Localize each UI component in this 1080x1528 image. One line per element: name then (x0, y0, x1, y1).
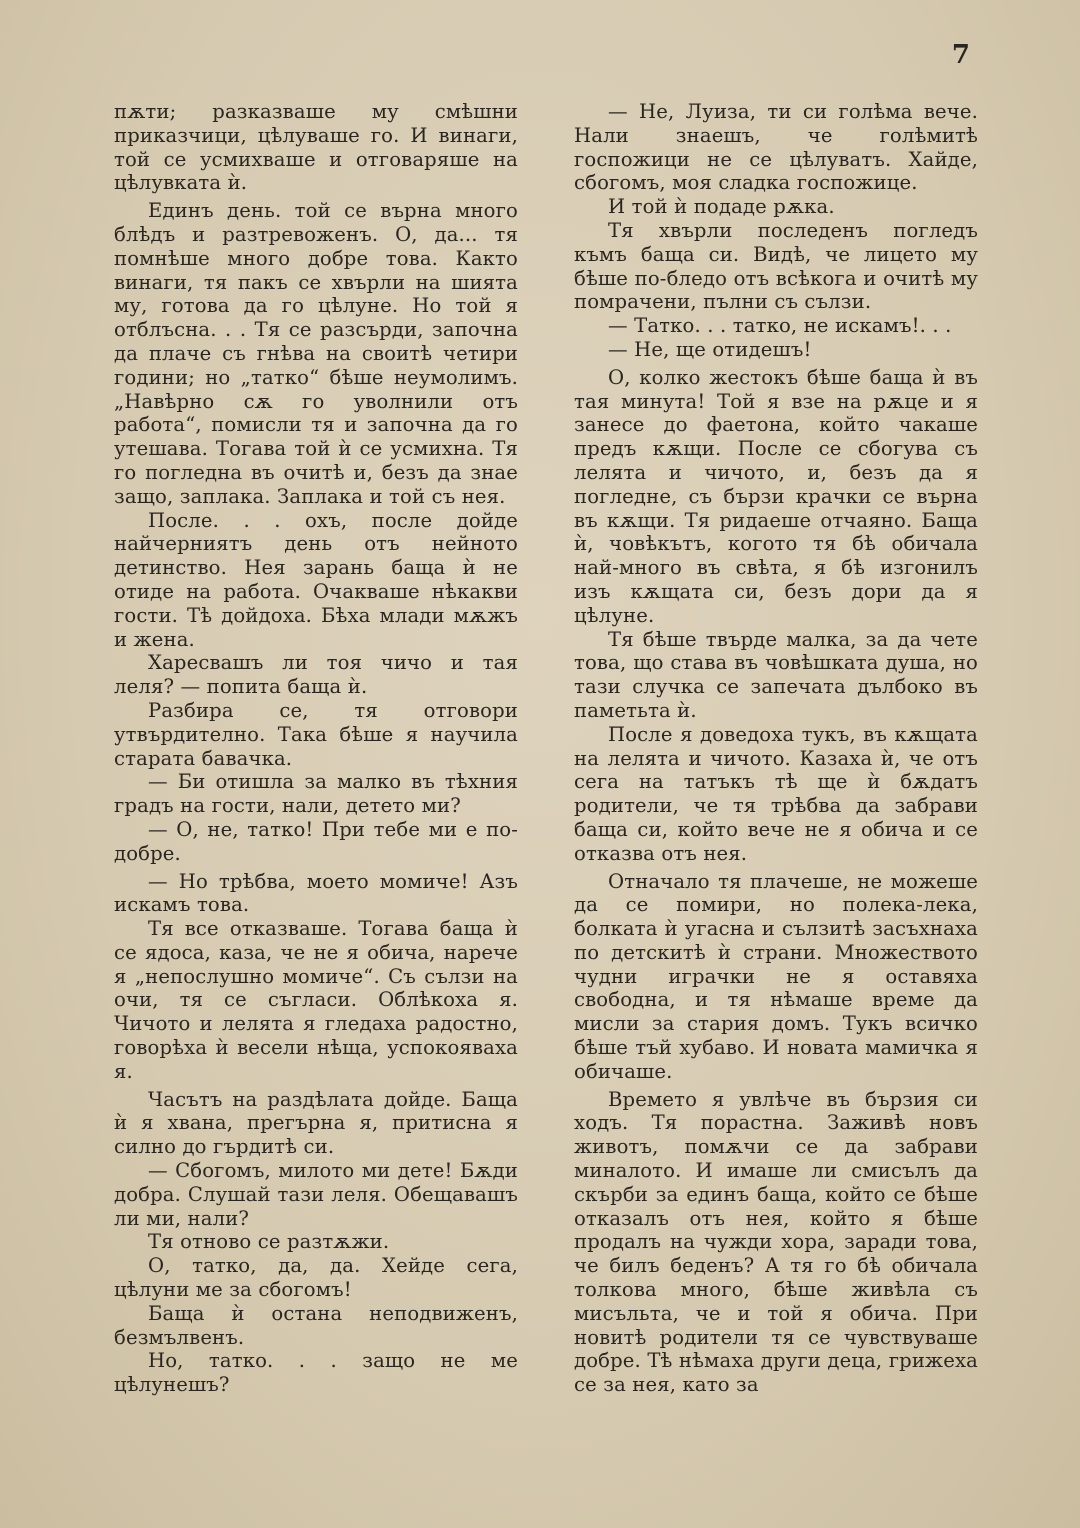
paragraph: Тя бѣше твърде малка, за да чете това, що става въ човѣшката душа, но тази случка се запечата дълбоко въ паметьта ѝ. (574, 627, 978, 722)
right-text-column (574, 100, 978, 1397)
left-text-column (114, 100, 518, 1397)
paragraph: — Би отишла за малко въ тѣхния градъ на гости, нали, детето ми? (114, 770, 518, 818)
paragraph: Баща ѝ остана неподвиженъ, безмълвенъ. (114, 1301, 518, 1349)
paragraph: Времето я увлѣче въ бързия си ходъ. Тя порастна. Заживѣ новъ животъ, помѫчи се да забрави миналото. И имаше ли смисълъ да скърби за единъ баща, който се бѣше отказалъ отъ нея, който я бѣше продалъ на чужди хора, заради това, че билъ беденъ? А тя го бѣ обичала толкова много, бѣше живѣла съ мисъльта, че и той я обича. При новитѣ родители тя се чувствуваше добре. Тѣ нѣмаха други деца, грижеха се за нея, като за (574, 1087, 978, 1397)
paragraph: После. . . охъ, после дойде найчерниятъ день отъ нейното детинство. Нея зарань баща ѝ не отиде на работа. Очакваше нѣкакви гости. Тѣ дойдоха. Бѣха млади мѫжъ и жена. (114, 508, 518, 651)
paragraph: — Но трѣбва, моето момиче! Азъ искамъ това. (114, 869, 518, 917)
paragraph: И той ѝ подаде рѫка. (608, 195, 835, 219)
paragraph: Харесвашъ ли тоя чичо и тая леля? — попита баща ѝ. (114, 651, 518, 699)
paragraph: Но, татко. . . защо не ме цѣлунешъ? (114, 1349, 518, 1397)
paragraph: Разбира се, тя отговори утвърдително. Така бѣше я научила старата бавачка. (114, 698, 518, 770)
paragraph: Часътъ на раздѣлата дойде. Баща ѝ я хвана, прегърна я, притисна я силно до гърдитѣ си. (114, 1087, 518, 1159)
paragraph: — О, не, татко! При тебе ми е по-добре. (114, 817, 518, 865)
paragraph: О, колко жестокъ бѣше баща ѝ въ тая минута! Той я взе на рѫце и я занесе до фаетона, който чакаше предъ кѫщи. После се сбогува съ лелята и чичото, и, безъ да я погледне, съ бързи крачки се върна въ кѫщи. Тя ридаеше отчаяно. Баща ѝ, човѣкътъ, когото тя бѣ обичала най-много въ свѣта, я бѣ изгонилъ изъ кѫщата си, безъ дори да я цѣлуне. (574, 365, 978, 627)
paragraph: Тя все отказваше. Тогава баща ѝ се ядоса, каза, че не я обича, нарече я „непослушно момиче“. Съ сълзи на очи, тя се съгласи. Облѣкоха я. Чичото и лелята я гледаха радостно, говорѣха ѝ весели нѣща, успокояваха я. (114, 917, 518, 1083)
paragraph: — Не, ще отидешъ! (608, 337, 812, 361)
paragraph: Отначало тя плачеше, не можеше да се помири, но полека-лека, болката ѝ угасна и сълзитѣ засъхнаха по детскитѣ ѝ страни. Множеството чудни играчки не я оставяха свободна, и тя нѣмаше време да мисли за стария домъ. Тукъ всичко бѣше тъй хубаво. И новата мамичка я обичаше. (574, 869, 978, 1083)
paragraph: Тя отново се разтѫжи. (148, 1230, 390, 1254)
paragraph: Тя хвърли последенъ погледъ къмъ баща си. Видѣ, че лицето му бѣше по-бледо отъ всѣкога и очитѣ му помрачени, пълни съ сълзи. (574, 218, 978, 314)
paragraph: — Не, Луиза, ти си голѣма вече. Нали знаешъ, че голѣмитѣ госпожици не се цѣлуватъ. Хайде, сбогомъ, моя сладка госпожице. (574, 100, 978, 195)
paragraph: — Сбогомъ, милото ми дете! Бѫди добра. Слушай тази леля. Обещавашъ ли ми, нали? (114, 1159, 518, 1230)
paragraph: После я доведоха тукъ, въ кѫщата на лелята и чичото. Казаха ѝ, че отъ сега на татъкъ тѣ ще ѝ бѫдатъ родители, че тя трѣбва да забрави баща си, който вече не я обича и се отказва отъ нея. (574, 722, 978, 865)
paragraph: — Татко. . . татко, не искамъ!. . . (608, 314, 952, 338)
paragraph: Единъ день. той се върна много блѣдъ и разтревоженъ. О, да... тя помнѣше много добре това. Както винаги, тя пакъ се хвърли на шията му, готова да го цѣлуне. Но той я отблъсна. . . Тя се разсърди, започна да плаче съ гнѣва на своитѣ четири години; но „татко“ бѣше неумолимъ. „Навѣрно сѫ го уволнили отъ работа“, помисли тя и започна да го утешава. Тогава той ѝ се усмихна. Тя го погледна въ очитѣ и, безъ да знае защо, заплака. Заплака и той съ нея. (114, 199, 518, 508)
paragraph: О, татко, да, да. Хейде сега, цѣлуни ме за сбогомъ! (114, 1254, 518, 1302)
page-number: 7 (951, 40, 970, 70)
paragraph: пѫти; разказваше му смѣшни приказчици, цѣлуваше го. И винаги, той се усмихваше и отговаряше на цѣлувката ѝ. (114, 100, 518, 195)
